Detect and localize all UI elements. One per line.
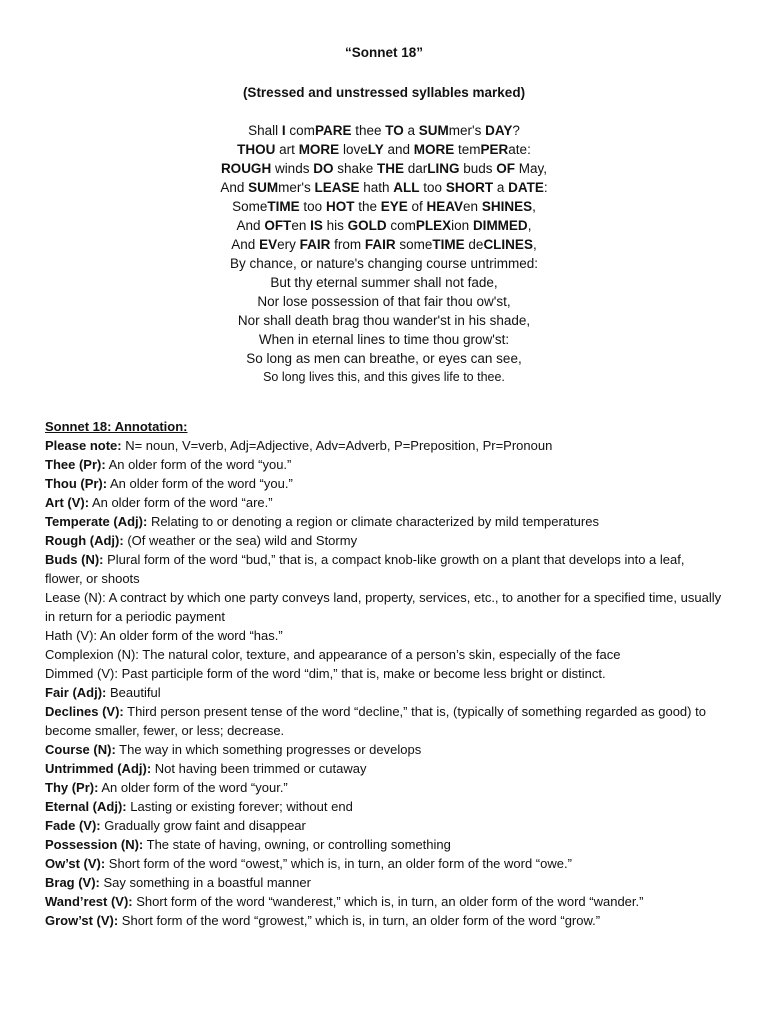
annotation-term: Wand’rest (V): <box>45 894 133 909</box>
annotation-entry <box>45 531 725 550</box>
stressed-syllable: LEASE <box>314 180 360 195</box>
unstressed-text: And <box>231 237 260 252</box>
annotation-entry <box>45 911 725 930</box>
annotation-entry <box>45 436 725 455</box>
annotation-term: Hath (V): <box>45 628 98 643</box>
annotation-term: Brag (V): <box>45 875 100 890</box>
annotation-definition: Relating to or denoting a region or climate characterized by mild temperatures <box>147 514 599 529</box>
poem-line <box>0 349 768 368</box>
unstressed-text: too <box>419 180 446 195</box>
unstressed-text: By chance, or nature's changing course untrimmed: <box>230 256 538 271</box>
unstressed-text: hath <box>359 180 394 195</box>
stressed-syllable: MORE <box>413 142 455 157</box>
annotation-entry <box>45 854 725 873</box>
annotation-definition: Plural form of the word “bud,” that is, a compact knob-like growth on a plant that develops into a leaf, flower, or shoots <box>45 552 685 586</box>
annotation-term: Possession (N): <box>45 837 144 852</box>
annotation-term: Art (V): <box>45 495 90 510</box>
annotation-definition: N= noun, V=verb, Adj=Adjective, Adv=Adverb, P=Preposition, Pr=Pronoun <box>121 438 553 453</box>
annotation-definition: The natural color, texture, and appearance of a person’s skin, especially of the face <box>138 647 621 662</box>
annotation-definition: Say something in a boastful manner <box>99 875 311 890</box>
unstressed-text: mer's <box>448 123 486 138</box>
poem-line <box>0 197 768 216</box>
poem-line <box>0 216 768 235</box>
stressed-syllable: HEAV <box>426 199 464 214</box>
annotation-definition: Gradually grow faint and disappear <box>100 818 306 833</box>
unstressed-text: some <box>395 237 433 252</box>
unstressed-text: And <box>220 180 249 195</box>
annotation-entry <box>45 550 725 588</box>
annotation-definition: Short form of the word “owest,” which is, in turn, an older form of the word “owe.” <box>105 856 572 871</box>
annotation-term: Lease (N): <box>45 590 106 605</box>
unstressed-text: buds <box>459 161 497 176</box>
unstressed-text: thee <box>351 123 386 138</box>
unstressed-text: , <box>532 199 536 214</box>
stressed-syllable: HOT <box>325 199 355 214</box>
annotation-entry <box>45 835 725 854</box>
poem-line <box>0 292 768 311</box>
annotation-entry <box>45 797 725 816</box>
annotation-term: Complexion (N): <box>45 647 139 662</box>
annotation-term: Temperate (Adj): <box>45 514 148 529</box>
annotation-term: Fade (V): <box>45 818 101 833</box>
annotation-definition: The way in which something progresses or develops <box>115 742 422 757</box>
annotation-definition: Short form of the word “growest,” which is, in turn, an older form of the word “grow.” <box>118 913 601 928</box>
annotation-term: Thee (Pr): <box>45 457 106 472</box>
stressed-syllable: DAY <box>485 123 513 138</box>
annotation-term: Course (N): <box>45 742 116 757</box>
unstressed-text: So long as men can breathe, or eyes can see, <box>246 351 522 366</box>
stressed-syllable: DIMMED <box>472 218 528 233</box>
annotation-entry <box>45 873 725 892</box>
unstressed-text: en <box>463 199 482 214</box>
unstressed-text: ion <box>451 218 473 233</box>
annotation-definition: Lasting or existing forever; without end <box>126 799 353 814</box>
stressed-syllable: PLEX <box>415 218 452 233</box>
annotation-entry <box>45 588 725 626</box>
unstressed-text: When in eternal lines to time thou grow'st: <box>258 332 510 347</box>
unstressed-text: And <box>236 218 265 233</box>
stressed-syllable: CLINES <box>483 237 533 252</box>
stressed-syllable: TIME <box>267 199 300 214</box>
unstressed-text: mer's <box>278 180 315 195</box>
annotation-definition: The state of having, owning, or controlling something <box>143 837 451 852</box>
stressed-syllable: ALL <box>393 180 420 195</box>
unstressed-text: shake <box>333 161 377 176</box>
stressed-syllable: PER <box>480 142 509 157</box>
unstressed-text: Shall <box>248 123 282 138</box>
annotation-definition: An older form of the word “you.” <box>105 457 292 472</box>
annotation-term: Declines (V): <box>45 704 124 719</box>
poem-body <box>0 121 768 387</box>
stressed-syllable: SUM <box>418 123 449 138</box>
stressed-syllable: FAIR <box>299 237 331 252</box>
poem-line <box>0 311 768 330</box>
unstressed-text: too <box>299 199 326 214</box>
unstressed-text: winds <box>271 161 314 176</box>
annotation-definition: A contract by which one party conveys land, property, services, etc., to another for a specified time, usually in return for a periodic payment <box>45 590 722 624</box>
unstressed-text: a <box>493 180 509 195</box>
unstressed-text: tem <box>454 142 481 157</box>
annotation-definition: Beautiful <box>106 685 161 700</box>
annotation-entry <box>45 474 725 493</box>
stressed-syllable: EYE <box>380 199 408 214</box>
unstressed-text: Some <box>232 199 268 214</box>
stressed-syllable: LY <box>367 142 384 157</box>
unstressed-text: , <box>532 237 537 252</box>
unstressed-text: de <box>464 237 484 252</box>
unstressed-text: the <box>354 199 381 214</box>
annotation-entry <box>45 778 725 797</box>
poem-line <box>0 140 768 159</box>
unstressed-text: : <box>543 180 548 195</box>
annotation-term: Thy (Pr): <box>45 780 99 795</box>
poem-line <box>0 159 768 178</box>
unstressed-text: his <box>322 218 348 233</box>
annotation-term: Rough (Adj): <box>45 533 124 548</box>
annotation-entry <box>45 759 725 778</box>
annotation-entry <box>45 740 725 759</box>
stressed-syllable: SUM <box>248 180 279 195</box>
stressed-syllable: SHORT <box>445 180 494 195</box>
unstressed-text: art <box>275 142 299 157</box>
unstressed-text: of <box>407 199 427 214</box>
stressed-syllable: TIME <box>432 237 465 252</box>
stressed-syllable: ROUGH <box>220 161 272 176</box>
unstressed-text: ? <box>512 123 520 138</box>
annotation-term: Fair (Adj): <box>45 685 107 700</box>
unstressed-text: and <box>383 142 414 157</box>
annotation-entry <box>45 512 725 531</box>
document-subtitle: (Stressed and unstressed syllables marked) <box>242 85 526 100</box>
annotation-term: Eternal (Adj): <box>45 799 127 814</box>
poem-line <box>0 330 768 349</box>
annotation-definition: Not having been trimmed or cutaway <box>151 761 367 776</box>
annotation-definition: Short form of the word “wanderest,” which is, in turn, an older form of the word “wander.” <box>132 894 644 909</box>
stressed-syllable: IS <box>310 218 323 233</box>
unstressed-text: ate: <box>508 142 531 157</box>
annotation-definition: (Of weather or the sea) wild and Stormy <box>123 533 358 548</box>
annotation-term: Thou (Pr): <box>45 476 108 491</box>
annotation-definition: An older form of the word “your.” <box>98 780 288 795</box>
unstressed-text: love <box>339 142 368 157</box>
annotation-section <box>45 417 725 930</box>
annotation-entry <box>45 493 725 512</box>
annotation-entry <box>45 683 725 702</box>
annotation-definition: An older form of the word “are.” <box>89 495 273 510</box>
annotation-entry <box>45 816 725 835</box>
stressed-syllable: DATE <box>508 180 544 195</box>
unstressed-text: So long lives this, and this gives life to thee. <box>263 370 505 384</box>
annotation-term: Please note: <box>45 438 122 453</box>
unstressed-text: ery <box>277 237 300 252</box>
annotation-entry <box>45 645 725 664</box>
annotation-entry <box>45 626 725 645</box>
stressed-syllable: LING <box>427 161 460 176</box>
annotation-entry <box>45 702 725 740</box>
annotation-term: Buds (N): <box>45 552 104 567</box>
unstressed-text: com <box>386 218 416 233</box>
annotation-entry <box>45 455 725 474</box>
poem-line <box>0 235 768 254</box>
unstressed-text: Nor lose possession of that fair thou ow'st, <box>257 294 511 309</box>
unstressed-text: en <box>291 218 311 233</box>
poem-line <box>0 121 768 140</box>
unstressed-text: But thy eternal summer shall not fade, <box>270 275 498 290</box>
annotation-entry <box>45 892 725 911</box>
annotation-term: Dimmed (V): <box>45 666 118 681</box>
annotation-definition: An older form of the word “has.” <box>97 628 283 643</box>
poem-line <box>0 368 768 387</box>
stressed-syllable: SHINES <box>481 199 533 214</box>
annotation-term: Untrimmed (Adj): <box>45 761 152 776</box>
poem-line <box>0 254 768 273</box>
poem-line <box>0 178 768 197</box>
unstressed-text: May, <box>515 161 548 176</box>
unstressed-text: , <box>527 218 532 233</box>
poem-line <box>0 273 768 292</box>
unstressed-text: com <box>285 123 315 138</box>
stressed-syllable: FAIR <box>364 237 396 252</box>
annotation-definition: Third person present tense of the word “decline,” that is, (typically of something regarded as good) to become smaller, fewer, or less; decrease. <box>45 704 706 738</box>
unstressed-text: from <box>330 237 365 252</box>
annotation-term: Grow’st (V): <box>45 913 119 928</box>
annotation-term: Ow’st (V): <box>45 856 106 871</box>
stressed-syllable: EV <box>259 237 278 252</box>
stressed-syllable: OF <box>496 161 516 176</box>
annotation-heading: Sonnet 18: Annotation: <box>45 419 188 434</box>
stressed-syllable: I <box>281 123 286 138</box>
annotation-definition: An older form of the word “you.” <box>107 476 293 491</box>
stressed-syllable: PARE <box>314 123 352 138</box>
document-title: “Sonnet 18” <box>344 45 423 60</box>
unstressed-text: a <box>403 123 419 138</box>
stressed-syllable: DO <box>313 161 334 176</box>
unstressed-text: Nor shall death brag thou wander'st in his shade, <box>237 313 531 328</box>
stressed-syllable: MORE <box>298 142 340 157</box>
stressed-syllable: THE <box>377 161 404 176</box>
stressed-syllable: GOLD <box>347 218 387 233</box>
annotation-entry <box>45 664 725 683</box>
stressed-syllable: THOU <box>237 142 276 157</box>
annotation-definition: Past participle form of the word “dim,” that is, make or become less bright or distinct. <box>117 666 606 681</box>
stressed-syllable: TO <box>385 123 404 138</box>
stressed-syllable: OFT <box>264 218 292 233</box>
unstressed-text: dar <box>404 161 428 176</box>
